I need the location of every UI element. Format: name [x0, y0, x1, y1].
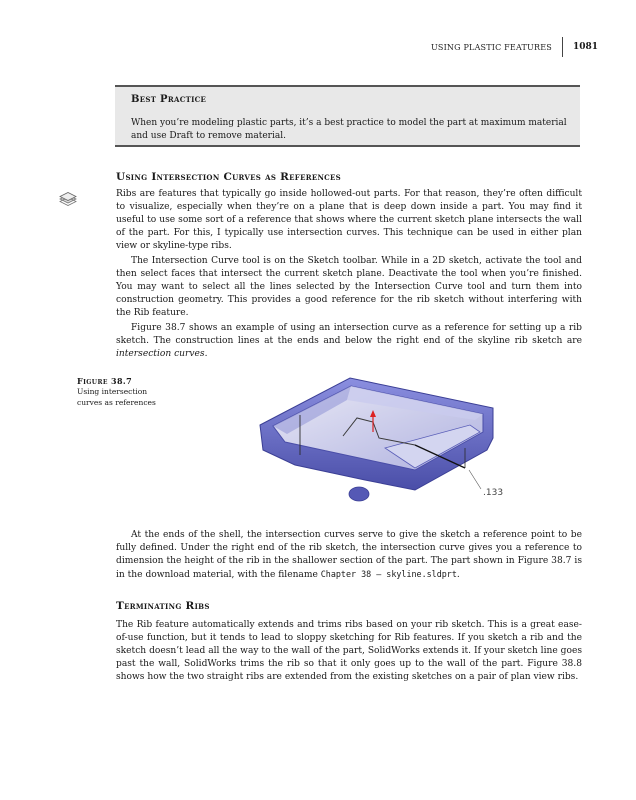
section-heading-terminating-ribs: Terminating Ribs	[116, 600, 210, 612]
page-header	[431, 37, 598, 57]
figure-label: Figure 38.7	[77, 376, 133, 386]
paragraph-intro: Ribs are features that typically go inside hollowed-out parts. For that reason, they’re often difficult to visualize, especially when they’re on a plane that is deep down inside a part. You may find it useful to use some sort of a reference that shows where the current sketch plane intersects the wall of the part. For this, I typically use intersection curves. This technique can be used in either plan view or skyline-type ribs.	[116, 189, 582, 251]
dimension-label: .133	[483, 488, 504, 498]
section-heading-intersection-curves: Using Intersection Curves as References	[116, 171, 342, 183]
running-head: USING PLASTIC FEATURES	[430, 42, 552, 52]
paragraph-figure-reference	[116, 322, 582, 361]
figure-caption-text: Using intersection curves as references	[77, 387, 156, 407]
best-practice-title: Best Practice	[131, 94, 207, 105]
paragraph-end: .	[456, 570, 460, 580]
italic-term: intersection curves	[116, 349, 205, 359]
best-practice-text: When you’re modeling plastic parts, it’s a best practice to model the part at maximum material and use Draft to remove material.	[131, 118, 567, 141]
notes-stack-icon	[58, 190, 78, 208]
paragraph-terminating-ribs: The Rib feature automatically extends and trims ribs based on your rib sketch. This is a great ease-of-use function, but it tends to lead to sloppy sketching for Rib features. If you sketch a rib and the sketch doesn’t lead all the way to the wall of the part, SolidWorks extends it. If your sketch line goes past the wall, SolidWorks trims the rib so that it only goes up to the wall of the part. Figure 38.8 shows how the two straight ribs are extended from the existing sketches on a pair of plan view ribs.	[116, 620, 582, 682]
paragraph-shell-ends	[116, 529, 582, 582]
paragraph-intersection-tool: The Intersection Curve tool is on the Sketch toolbar. While in a 2D sketch, activate the tool and then select faces that intersect the current sketch plane. Deactivate the tool when you’re finished. You may want to select all the lines selected by the Intersection Curve tool and turn them into construction geometry. This provides a good reference for the rib sketch without interfering with the Rib feature.	[116, 256, 582, 318]
paragraph-end: .	[204, 349, 208, 359]
best-practice-box	[115, 85, 580, 147]
header-divider	[562, 37, 563, 57]
page-number: 1081	[572, 42, 598, 52]
paragraph-text: Figure 38.7 shows an example of using an intersection curve as a reference for setting up a rib sketch. The construction lines at the ends and below the right end of the skyline rib sketch are	[116, 323, 582, 346]
figure-part-illustration	[255, 370, 515, 515]
filename: Chapter 38 – skyline.sldprt	[320, 569, 457, 579]
paragraph-text: At the ends of the shell, the intersection curves serve to give the sketch a reference point to be fully defined. Under the right end of the rib sketch, the intersection curve gives you a reference to dimension the height of the rib in the shallower section of the part. The part shown in Figure 38.7 is in the download material, with the filename	[116, 530, 582, 580]
figure-caption	[77, 376, 172, 408]
